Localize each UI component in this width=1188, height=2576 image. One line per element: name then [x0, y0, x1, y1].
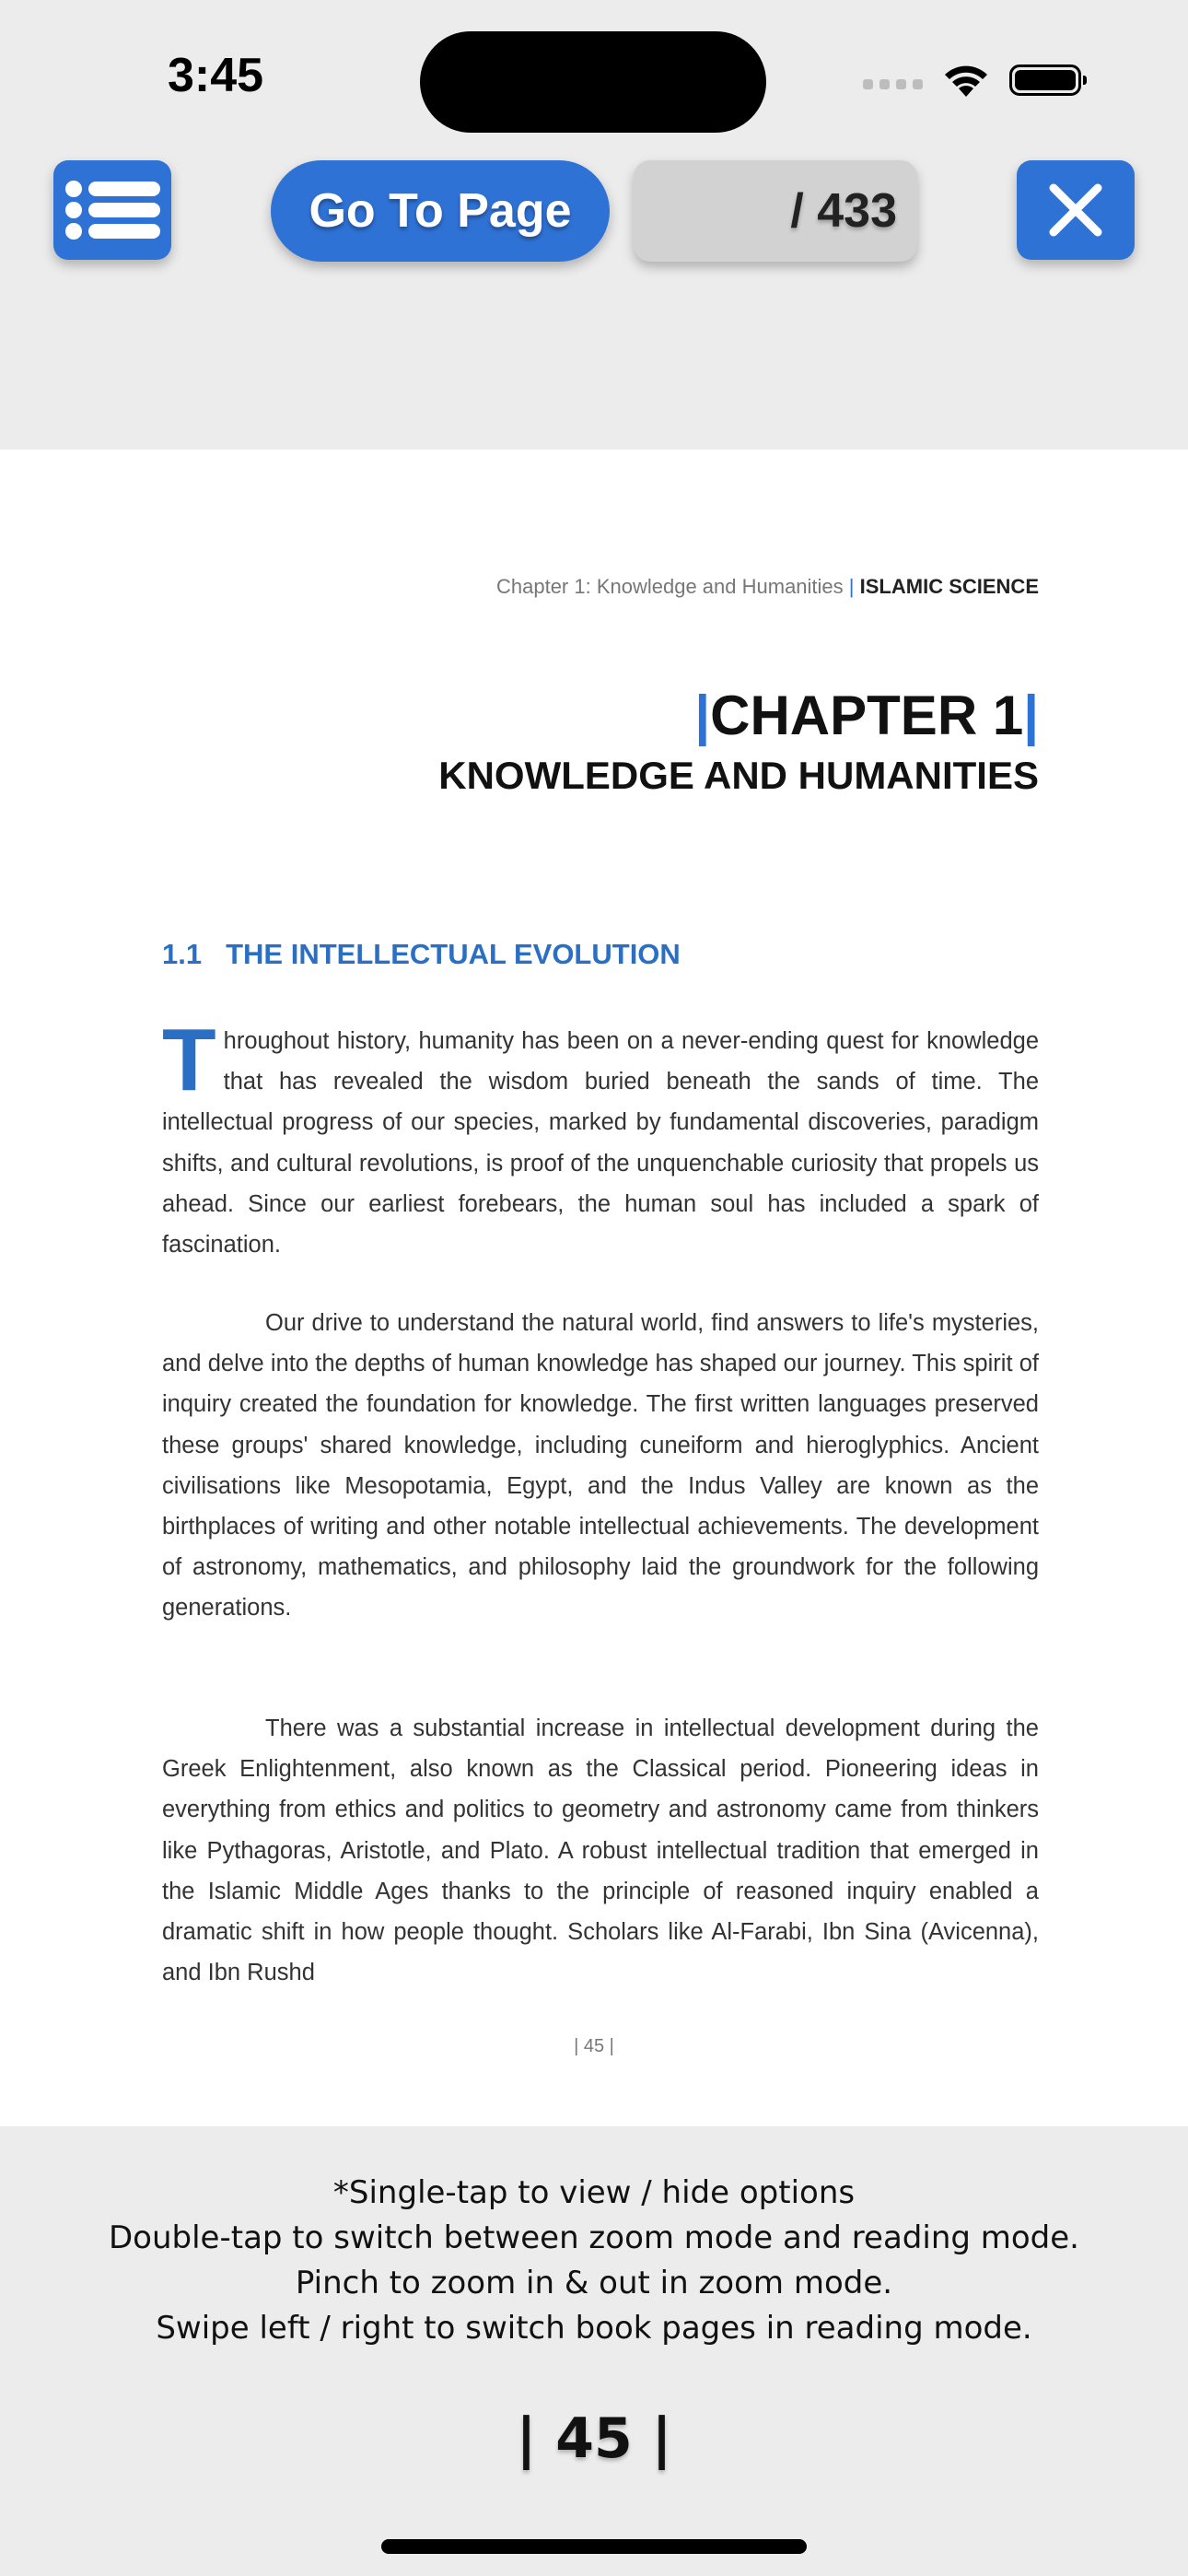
chapter-subtitle: KNOWLEDGE AND HUMANITIES [438, 754, 1039, 797]
go-to-page-button[interactable]: Go To Page [271, 160, 610, 262]
page-total-label: / 433 [790, 184, 897, 238]
status-time: 3:45 [168, 49, 264, 102]
instruction-line-2: Double-tap to switch between zoom mode and reading mode. [109, 2219, 1079, 2256]
dynamic-island [420, 31, 766, 133]
instruction-line-4: Swipe left / right to switch book pages in reading mode. [156, 2310, 1032, 2347]
battery-icon [1009, 64, 1081, 96]
section-number: 1.1 [162, 938, 203, 970]
status-bar [0, 0, 1188, 157]
chapter-title [694, 684, 1039, 747]
instruction-line-3: Pinch to zoom in & out in zoom mode. [295, 2265, 893, 2301]
cellular-signal-icon [863, 79, 923, 89]
close-button[interactable] [1017, 160, 1135, 260]
list-icon [64, 180, 160, 240]
paragraph-1-text: hroughout history, humanity has been on a never-ending quest for knowledge that has revealed the wisdom buried beneath the sands of time. The intellectual progress of our species, marked by fundamental discoveries, paradigm shifts, and cultural revolutions, is proof of the unquenchable curiosity that propels us ahead. Since our earliest forebears, the human soul has included a spark of fascination. [162, 1028, 1039, 1259]
chapter-bar-left: | [694, 685, 711, 746]
section-heading [162, 938, 681, 971]
instruction-line-1: *Single-tap to view / hide options [332, 2174, 856, 2211]
paragraph-3: There was a substantial increase in intellectual development during the Greek Enlightenment, also known as the Classical period. Pioneering ideas in everything from ethics and politics to geometry and astronomy came from thinkers like Pythagoras, Aristotle, and Plato. A robust intellectual tradition that emerged in the Islamic Middle Ages thanks to the principle of reasoned inquiry enabled a dramatic shift in how people thought. Scholars like Al-Farabi, Ibn Sina (Avicenna), and Ibn Rushd [162, 1715, 1039, 1986]
page-number-input[interactable] [634, 160, 917, 262]
book-page[interactable] [0, 450, 1188, 2126]
running-header-chapter: Chapter 1: Knowledge and Humanities [495, 575, 844, 598]
running-header [496, 575, 1039, 599]
paragraph-1 [162, 1011, 1039, 1265]
running-header-book: ISLAMIC SCIENCE [859, 575, 1039, 598]
book-page-number: | 45 | [574, 2036, 614, 2056]
chapter-title-text: CHAPTER 1 [710, 685, 1024, 746]
usage-instructions [0, 2171, 1188, 2351]
close-icon [1048, 182, 1103, 238]
drop-cap: T [162, 1011, 216, 1109]
menu-button[interactable] [53, 160, 171, 260]
wifi-icon [939, 60, 993, 100]
paragraph-2: Our drive to understand the natural world, find answers to life's mysteries, and delve into the depths of human knowledge has shaped our journey. This spirit of inquiry created the foundation for knowledge. The first written languages preserved these groups' shared knowledge, including cuneiform and hieroglyphics. Ancient civilisations like Mesopotamia, Egypt, and the Indus Valley are known as the birthplaces of writing and other notable intellectual achievements. The development of astronomy, mathematics, and philosophy laid the groundwork for the following generations. [162, 1310, 1039, 1622]
section-title: THE INTELLECTUAL EVOLUTION [226, 938, 681, 970]
home-indicator[interactable] [381, 2539, 807, 2554]
reader-toolbar [0, 157, 1188, 267]
current-page-indicator: | 45 | [516, 2406, 672, 2471]
chapter-bar-right: | [1023, 685, 1039, 746]
status-icons [863, 57, 1081, 103]
running-header-separator: | [848, 575, 855, 598]
